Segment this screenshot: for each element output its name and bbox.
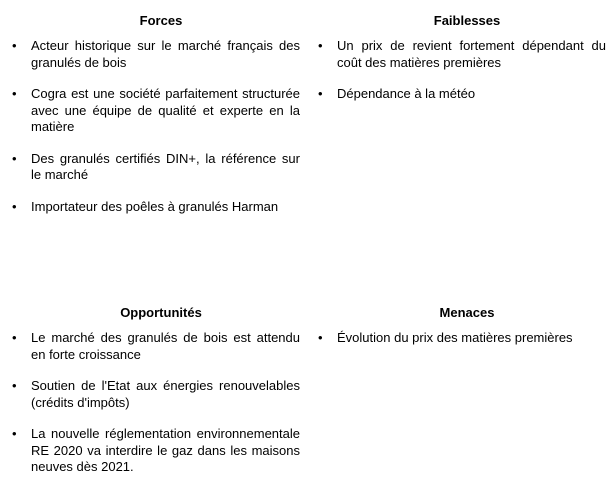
forces-item-text: Importateur des poêles à granulés Harman [31, 198, 279, 214]
opportunites-item-text: Le marché des granulés de bois est attendu en forte croissance [31, 330, 300, 362]
list-item [12, 86, 300, 136]
bullet-icon: • [12, 86, 17, 101]
opportunites-item-text: Soutien de l'Etat aux énergies renouvelables (crédits d'impôts) [31, 378, 300, 410]
bullet-icon: • [318, 86, 323, 101]
faiblesses-list [318, 38, 606, 103]
list-item [12, 199, 300, 216]
bullet-icon: • [12, 198, 17, 214]
swot-forces [12, 12, 300, 230]
bullet-icon: • [12, 330, 17, 345]
list-item [318, 38, 606, 71]
list-item [12, 38, 300, 71]
list-item [12, 426, 300, 476]
forces-item-text: Acteur historique sur le marché français des granulés de bois [31, 38, 300, 70]
bullet-icon: • [12, 150, 17, 166]
bullet-icon: • [318, 38, 323, 53]
list-item [12, 378, 300, 411]
list-item [12, 151, 300, 184]
menaces-heading: Menaces [439, 305, 495, 320]
opportunites-list [12, 330, 300, 476]
bullet-icon: • [318, 330, 323, 345]
opportunites-heading: Opportunités [120, 305, 202, 320]
faiblesses-heading: Faiblesses [433, 13, 501, 28]
bullet-icon: • [12, 378, 17, 393]
swot-menaces [318, 304, 606, 362]
bullet-icon: • [12, 426, 17, 441]
faiblesses-item-text: Dépendance à la météo [337, 86, 476, 101]
forces-heading: Forces [139, 13, 183, 28]
list-item [318, 330, 606, 347]
list-item [318, 86, 606, 103]
swot-opportunites [12, 304, 300, 491]
swot-faiblesses [318, 12, 606, 118]
faiblesses-item-text: Un prix de revient fortement dépendant du coût des matières premières [337, 38, 606, 70]
menaces-list [318, 330, 606, 347]
opportunites-item-text: La nouvelle réglementation environnementale RE 2020 va interdire le gaz dans les maisons neuves dès 2021. [31, 426, 300, 474]
list-item [12, 330, 300, 363]
forces-item-text: Cogra est une société parfaitement structurée avec une équipe de qualité et experte en la matière [31, 86, 300, 134]
menaces-item-text: Évolution du prix des matières premières [337, 330, 573, 345]
forces-item-text: Des granulés certifiés DIN+, la référence sur le marché [31, 150, 300, 182]
bullet-icon: • [12, 38, 17, 53]
forces-list [12, 38, 300, 215]
